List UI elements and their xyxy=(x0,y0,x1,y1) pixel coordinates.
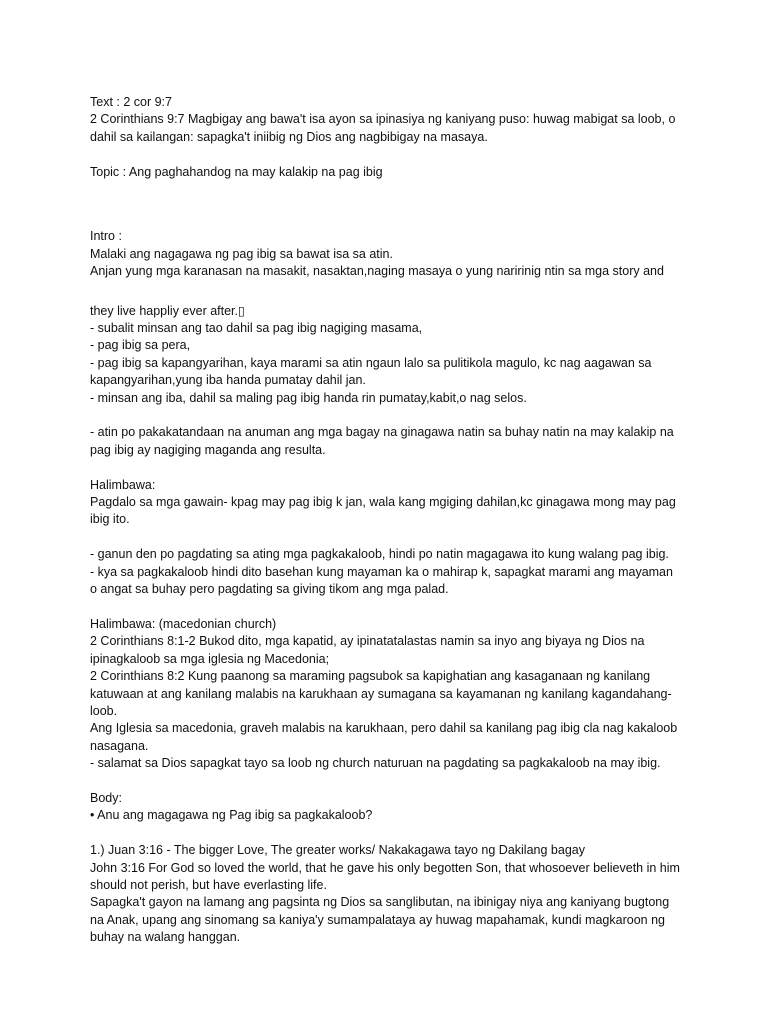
text-verse: 2 Corinthians 9:7 Magbigay ang bawa't isa ayon sa ipinasiya ng kaniyang puso: huwag mabigat sa loob, o dahil sa kailangan: sapagka't iniibig ng Dios ang nagbibigay na masaya. xyxy=(90,112,676,144)
example2-line: - salamat sa Dios sapagkat tayo sa loob ng church naturuan na pagdating sa pagkakaloob na may ibig. xyxy=(90,756,661,771)
intro-bullet: - minsan ang iba, dahil sa maling pag ibig handa rin pumatay,kabit,o nag selos. xyxy=(90,390,527,405)
example1-bullet: - ganun den po pagdating sa ating mga pagkakaloob, hindi po natin magagawa ito kung walang pag ibig. xyxy=(90,547,669,562)
intro-line: Anjan yung mga karanasan na masakit, nasaktan,naging masaya o yung naririnig ntin sa mga story and xyxy=(90,264,664,279)
example2-line: 2 Corinthians 8:1-2 Bukod dito, mga kapatid, ay ipinatatalastas namin sa inyo ang biyaya ng Dios na ipinagkaloob sa mga iglesia ng Macedonia; xyxy=(90,634,645,666)
intro-bullet: - pag ibig sa pera, xyxy=(90,338,191,353)
example1-bullet: - kya sa pagkakaloob hindi dito basehan kung mayaman ka o mahirap k, sapagkat marami ang mayaman o angat sa buhay pero pagdating sa giving tikom ang mga palad. xyxy=(90,564,673,597)
example1-line: Pagdalo sa mga gawain- kpag may pag ibig k jan, wala kang mgiging dahilan,kc ginagawa mong may pag ibig ito. xyxy=(90,495,676,527)
intro-bullet: - subalit minsan ang tao dahil sa pag ibig nagiging masama, xyxy=(90,321,423,336)
text-reference: Text : 2 cor 9:7 xyxy=(90,95,172,109)
example2-line: 2 Corinthians 8:2 Kung paanong sa maraming pagsubok sa kapighatian ang kasaganaan ng kanilang katuwaan at ang kanilang malabis na karukhaan ay sumagana sa kayamanan ng kanilang kagandahang-loob. xyxy=(90,669,672,718)
intro-bullet: - pag ibig sa kapangyarihan, kaya marami sa atin ngaun lalo sa pulitikola magulo, kc nag aagawan sa kapangyarihan,yung iba handa pumatay dahil jan. xyxy=(90,355,652,388)
document-body xyxy=(90,94,680,947)
john-3-16-tagalog: Sapagka't gayon na lamang ang pagsinta ng Dios sa sanglibutan, na ibinigay niya ang kaniyang bugtong na Anak, upang ang sinomang sa kaniya'y sumampalataya ay huwag mapahamak, kundi magkaroon ng buhay na walang hanggan. xyxy=(90,895,670,945)
topic-line: Topic : Ang paghahandog na may kalakip na pag ibig xyxy=(90,164,383,179)
intro-line: Malaki ang nagagawa ng pag ibig sa bawat isa sa atin. xyxy=(90,246,393,261)
intro-line: they live happliy ever after.▯ xyxy=(90,303,245,318)
intro-heading: Intro : xyxy=(90,229,122,244)
body-point-1: 1.) Juan 3:16 - The bigger Love, The greater works/ Nakakagawa tayo ng Dakilang bagay xyxy=(90,843,585,858)
example2-heading: Halimbawa: (macedonian church) xyxy=(90,616,277,631)
body-question: • Anu ang magagawa ng Pag ibig sa pagkakaloob? xyxy=(90,808,373,823)
intro-remember: - atin po pakakatandaan na anuman ang mga bagay na ginagawa natin sa buhay natin na may kalakip na pag ibig ay nagiging maganda ang resulta. xyxy=(90,425,674,457)
body-heading: Body: xyxy=(90,790,122,805)
john-3-16-english: John 3:16 For God so loved the world, that he gave his only begotten Son, that whosoever believeth in him should not perish, but have everlasting life. xyxy=(90,860,680,892)
example1-heading: Halimbawa: xyxy=(90,477,156,492)
example2-line: Ang Iglesia sa macedonia, graveh malabis na karukhaan, pero dahil sa kanilang pag ibig cla nag kakaloob nasagana. xyxy=(90,721,678,753)
